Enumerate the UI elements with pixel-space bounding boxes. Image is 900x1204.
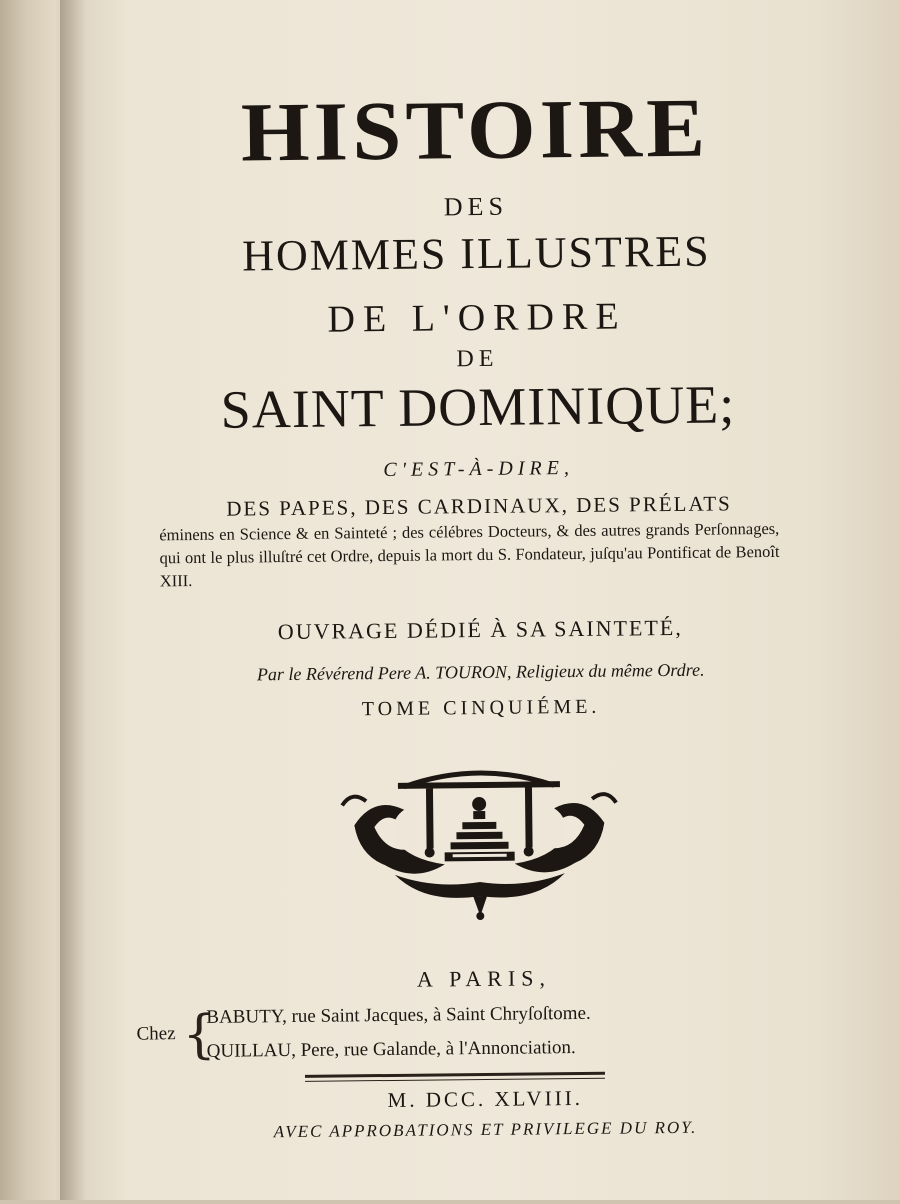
fleuron-printer-ornament-icon bbox=[334, 763, 626, 926]
subtitle-papes-line: DES PAPES, DES CARDINAUX, DES PRÉLATS bbox=[226, 491, 732, 521]
imprint-chez: Chez bbox=[136, 1023, 176, 1045]
place-line: A PARIS, bbox=[416, 965, 552, 992]
title-page-content bbox=[84, 0, 877, 1204]
author-line: Par le Révérend Pere A. TOURON, Religieux du même Ordre. bbox=[256, 659, 705, 685]
imprint-line-quillau: QUILLAU, Pere, rue Galande, à l'Annonciation. bbox=[206, 1037, 576, 1062]
privilege-line: AVEC APPROBATIONS ET PRIVILEGE DU ROY. bbox=[273, 1117, 698, 1142]
title-line-saint-dominique: SAINT DOMINIQUE; bbox=[220, 374, 736, 440]
imprint-block bbox=[134, 1000, 855, 1078]
imprint-brace: { bbox=[182, 1004, 216, 1066]
volume-line: TOME CINQUIÉME. bbox=[361, 695, 601, 721]
title-line-hommes: HOMMES ILLUSTRES bbox=[241, 226, 711, 281]
subtitle-body-text: éminens en Science & en Sainteté ; des célébres Docteurs, & des autres grands Perſonnages, qui ont le plus illuſtré cet Ordre, depuis la mort du S. Fondateur, juſqu'au Pontificat de Benoît XIII. bbox=[159, 518, 780, 591]
imprint-line-babuty: BABUTY, rue Saint Jacques, à Saint Chryſoſtome. bbox=[206, 1002, 591, 1028]
title-line-ordre: DE L'ORDRE bbox=[327, 295, 627, 341]
title-line-de: DE bbox=[456, 345, 499, 373]
double-rule-bottom bbox=[305, 1078, 605, 1082]
dedication-line: OUVRAGE DÉDIÉ À SA SAINTETÉ, bbox=[277, 614, 683, 645]
publication-date: M. DCC. XLVIII. bbox=[387, 1085, 584, 1112]
subtitle-cest-a-dire: C'EST-À-DIRE, bbox=[383, 457, 575, 482]
title-line-des: DES bbox=[443, 191, 509, 222]
main-title: HISTOIRE bbox=[240, 81, 710, 180]
